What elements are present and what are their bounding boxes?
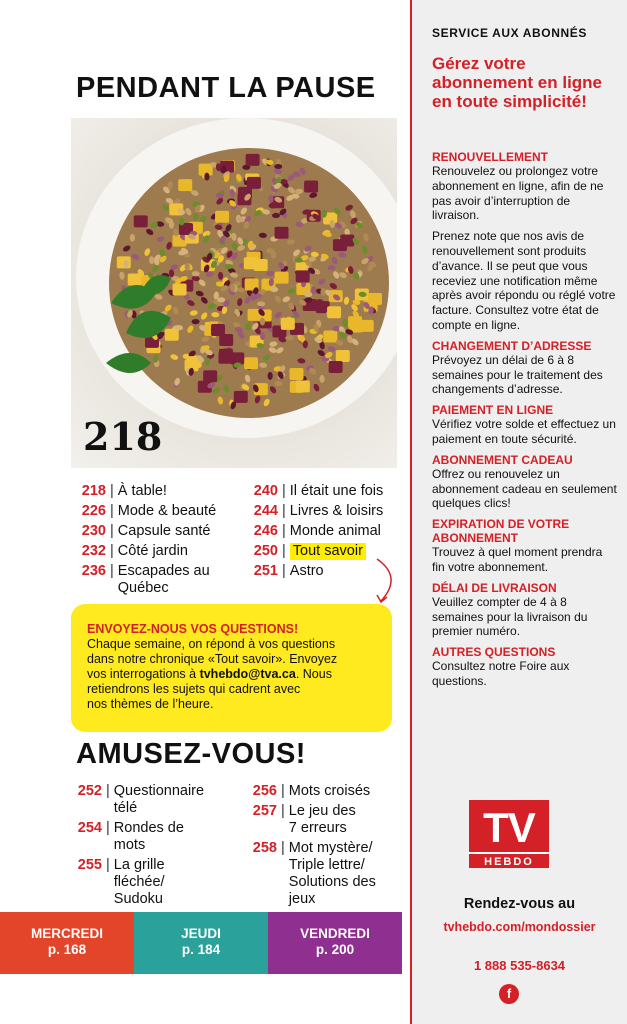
toc-page-number: 255	[77, 857, 102, 873]
toc-item-mot-mystere[interactable]: 258 | Mot mystère/ Triple lettre/ Solutions des jeux	[247, 840, 407, 908]
toc-label: Rondes de mots	[113, 820, 184, 853]
section-text: Offrez ou renouvelez un abonnement cadeau en seulement quelques clics!	[432, 466, 617, 511]
toc-page-number: 236	[81, 563, 106, 579]
section-title: PAIEMENT EN LIGNE	[432, 403, 554, 418]
tab-jeudi[interactable]	[134, 912, 268, 974]
tv-hebdo-logo	[469, 800, 549, 870]
questions-line: dans notre chronique «Tout savoir». Envoyez	[87, 652, 338, 666]
toc-label: Livres & loisirs	[289, 503, 384, 519]
section-expiration	[432, 517, 617, 575]
questions-line: nos thèmes de l’heure.	[87, 697, 214, 711]
toc-label: Côté jardin	[117, 543, 188, 559]
toc-label: Escapades au Québec	[117, 563, 210, 596]
toc-column-3	[72, 783, 247, 911]
section-title-pause: PENDANT LA PAUSE	[76, 72, 376, 104]
toc-label: Mode & beauté	[117, 503, 217, 519]
tab-day: MERCREDI	[30, 926, 103, 941]
toc-label: Astro	[289, 563, 324, 579]
section-text: Consultez notre Foire aux questions.	[432, 659, 570, 688]
section-text: Veuillez compter de 4 à 8 semaines pour la livraison du premier numéro.	[432, 594, 588, 639]
toc-page-number: 226	[81, 503, 106, 519]
tab-mercredi[interactable]	[0, 912, 134, 974]
toc-page-number: 230	[81, 523, 106, 539]
section-text: Prenez note que nos avis de renouvellement sont produits d’avance. Il se peut que vous receviez une notification même après avoir répondu ou réglé votre facture. Consultez votre état de compte en ligne.	[432, 229, 616, 332]
section-abonnement-cadeau	[432, 453, 617, 511]
section-text: Renouvelez ou prolongez votre abonnement en ligne, afin de ne pas avoir d’interruption de livraison.	[432, 164, 604, 223]
toc-item-capsule-sante[interactable]: 230 | Capsule santé	[76, 523, 246, 540]
section-text: Vérifiez votre solde et effectuez un paiement en toute sécurité.	[432, 417, 616, 446]
section-changement-adresse	[432, 339, 617, 397]
toc-item-grille[interactable]: 255 | La grille fléchée/ Sudoku	[72, 857, 247, 908]
toc-page-number: 251	[253, 563, 278, 579]
questions-line: Chaque semaine, on répond à vos questions	[87, 637, 336, 651]
toc-item-tout-savoir[interactable]: 250 | Tout savoir	[248, 543, 408, 560]
toc-page-number: 240	[253, 483, 278, 499]
toc-label: Mot mystère/ Triple lettre/ Solutions des jeux	[288, 840, 376, 907]
toc-item-il-etait[interactable]: 240 | Il était une fois	[248, 483, 408, 500]
section-title: EXPIRATION DE VOTRE ABONNEMENT	[432, 517, 570, 546]
toc-label: Monde animal	[289, 523, 381, 539]
website-link[interactable]: tvhebdo.com/mondossier	[443, 920, 596, 934]
photo-page-number: 218	[83, 414, 163, 459]
logo-tv-text: TV	[469, 800, 549, 856]
questions-text: vos interrogations à	[87, 667, 200, 681]
section-title: DÉLAI DE LIVRAISON	[432, 580, 557, 595]
toc-item-rondes[interactable]: 254 | Rondes de mots	[72, 820, 247, 854]
toc-column-1	[76, 483, 246, 600]
toc-item-monde-animal[interactable]: 246 | Monde animal	[248, 523, 408, 540]
day-tabs	[0, 912, 402, 974]
toc-item-mots-croises[interactable]: 256 | Mots croisés	[247, 783, 407, 800]
toc-label: Questionnaire télé	[113, 783, 205, 816]
questions-line	[87, 667, 378, 682]
section-title-amusez: AMUSEZ-VOUS!	[76, 738, 306, 770]
toc-page-number: 256	[252, 783, 277, 799]
section-paiement	[432, 403, 617, 447]
section-title: ABONNEMENT CADEAU	[432, 452, 573, 467]
questions-text: . Nous	[295, 667, 332, 681]
panel-lead: Gérez votre abonnement en ligne en toute simplicité!	[432, 54, 603, 111]
section-renouvellement	[432, 150, 617, 333]
toc-item-jeu-erreurs[interactable]: 257 | Le jeu des 7 erreurs	[247, 803, 407, 837]
subscriber-service-panel	[412, 0, 627, 1024]
tab-vendredi[interactable]	[268, 912, 402, 974]
toc-page-number: 250	[253, 543, 278, 559]
section-delai-livraison	[432, 581, 617, 639]
toc-label: Mots croisés	[288, 783, 371, 799]
toc-page-number: 244	[253, 503, 278, 519]
toc-label: Il était une fois	[289, 483, 384, 499]
questions-email-link[interactable]: tvhebdo@tva.ca	[199, 667, 296, 681]
curved-arrow-icon	[355, 555, 405, 610]
toc-item-cote-jardin[interactable]: 232 | Côté jardin	[76, 543, 246, 560]
toc-label-highlighted: Tout savoir	[290, 543, 366, 560]
salad-photo	[71, 118, 397, 468]
tab-page: p. 200	[315, 942, 355, 957]
section-title: CHANGEMENT D’ADRESSE	[432, 338, 592, 353]
toc-item-livres[interactable]: 244 | Livres & loisirs	[248, 503, 408, 520]
tab-page: p. 184	[181, 942, 221, 957]
toc-label: Le jeu des 7 erreurs	[288, 803, 356, 836]
tab-page: p. 168	[47, 942, 87, 957]
toc-page-number: 246	[253, 523, 278, 539]
toc-item-questionnaire[interactable]: 252 | Questionnaire télé	[72, 783, 247, 817]
questions-title: ENVOYEZ-NOUS VOS QUESTIONS!	[87, 622, 299, 636]
toc-label: La grille fléchée/ Sudoku	[113, 857, 165, 907]
toc-page-number: 257	[252, 803, 277, 819]
toc-page-number: 252	[77, 783, 102, 799]
toc-page-number: 254	[77, 820, 102, 836]
tab-day: VENDREDI	[300, 926, 370, 941]
toc-page-number: 258	[252, 840, 277, 856]
toc-column-4	[247, 783, 407, 911]
section-title: AUTRES QUESTIONS	[432, 645, 556, 660]
section-title: RENOUVELLEMENT	[432, 150, 549, 164]
toc-page-number: 232	[81, 543, 106, 559]
questions-line: retiendrons les sujets qui cadrent avec	[87, 682, 301, 696]
toc-label: À table!	[117, 483, 167, 499]
section-autres-questions	[432, 645, 617, 689]
toc-item-escapades[interactable]: 236 | Escapades au Québec	[76, 563, 246, 597]
tab-day: JEUDI	[181, 926, 221, 941]
toc-item-astro[interactable]: 251 | Astro	[248, 563, 408, 580]
section-text: Trouvez à quel moment prendra fin votre abonnement.	[432, 545, 603, 574]
toc-item-a-table[interactable]: 218 | À table!	[76, 483, 246, 500]
toc-label: Capsule santé	[117, 523, 211, 539]
phone-number[interactable]: 1 888 535-8634	[473, 958, 566, 973]
section-text: Prévoyez un délai de 6 à 8 semaines pour le traitement des changements d’adresse.	[432, 352, 603, 397]
questions-box	[71, 604, 392, 732]
facebook-icon[interactable]: f	[499, 984, 519, 1004]
toc-item-mode-beaute[interactable]: 226 | Mode & beauté	[76, 503, 246, 520]
logo-hebdo-text: HEBDO	[469, 852, 549, 868]
toc-page-number: 218	[81, 483, 106, 499]
panel-header: SERVICE AUX ABONNÉS	[432, 26, 587, 40]
panel-sections	[432, 150, 617, 695]
rendez-vous-text: Rendez-vous au	[463, 896, 576, 912]
